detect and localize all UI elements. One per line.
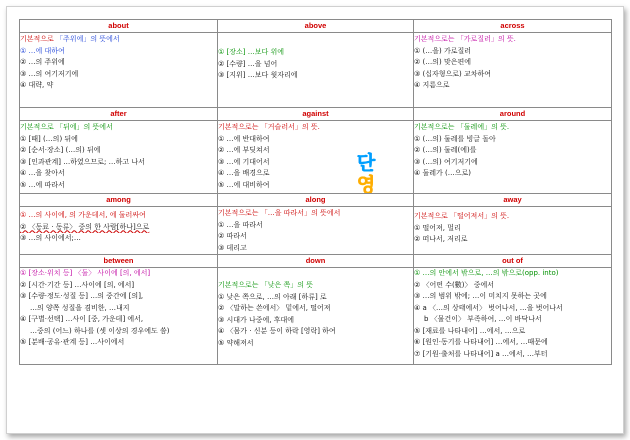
cell-against [218, 121, 414, 194]
header-between: between [20, 255, 218, 268]
down-intro: 기본적으로는 「낮은 쪽」의 뜻 [218, 281, 314, 289]
after-intro: 기본적으로 「뒤에」의 뜻에서 [20, 123, 113, 131]
across-intro: 기본적으로는 「가로질러」의 뜻. [414, 35, 516, 43]
against-line-3: ③ …에 기대어서 [218, 157, 270, 166]
against-line-5: ⑤ …에 대비하여 [218, 180, 270, 189]
across-line-3: ③ (십자형으로) 교차하여 [414, 69, 492, 78]
among-line-2 [20, 222, 217, 234]
between-line-7: ⑤ [분배·공유·관계 등] …사이에서 [20, 338, 125, 346]
among-line-2-text: ② 〈동료 · 동류〉 중의 한 사람[하나]으로 [20, 222, 150, 231]
above-line-3: ③ [지위] …보다 윗자리에 [218, 71, 298, 79]
around-intro: 기본적으로는 「둘레에」의 뜻. [414, 123, 510, 131]
between-line-3: ③ [수량·정도·성질 등] …의 중간에 [의], [20, 292, 144, 300]
about-intro [20, 34, 217, 46]
cell-around [414, 121, 612, 194]
after-line-3: ③ [인과관계] …하였으므로; …하고 나서 [20, 157, 145, 166]
across-line-4: ④ 지름으로 [414, 81, 450, 89]
outof-line-3: ③ …의 범위 밖에; …이 미치지 못하는 곳에 [414, 292, 547, 300]
cell-after [20, 121, 218, 194]
between-line-5: ④ [구별·선택] …사이 [중, 가운데] 에서, [20, 315, 144, 323]
down-line-5: ⑤ 약해져서 [218, 338, 254, 347]
between-line-2: ② [시간·기간 등] …사이에 [의, 에서] [20, 280, 135, 289]
outof-line-4: ④ a 〈…의 상태에서〉 벗어나서, …을 벗어나서 [414, 303, 563, 312]
cell-above [218, 33, 414, 108]
around-line-4: ④ 둘레가 (…으로) [414, 169, 471, 177]
header-away: away [414, 194, 612, 207]
among-line-1: ① …의 사이에, 의 가운데서, 에 둘러싸여 [20, 211, 146, 219]
outof-line-6: ⑤ [재료를 나타내어] …에서, …으로 [414, 326, 526, 335]
after-line-1: ① [때] (…의) 뒤에 [20, 134, 78, 143]
down-line-4: ④ 〈몸가 · 신분 등이 하락 [영락] 하여 [218, 327, 336, 335]
against-line-1: ① …에 반대하여 [218, 134, 270, 143]
around-line-1: ① (…의) 둘레를 빙글 돌아 [414, 134, 496, 143]
cell-down [218, 268, 414, 365]
above-line-1: ① [장소] …보다 위에 [218, 48, 284, 56]
cell-along [218, 207, 414, 255]
header-above: above [218, 20, 414, 33]
between-line-6: …중의 (어느) 하나를 (셋 이상의 경우에도 씀) [30, 326, 170, 335]
between-line-4: …의 양쪽 성질을 겸비한, …내지 [30, 303, 130, 312]
outof-line-5: b 〈물건이〉 부족하여, …이 바닥나서 [424, 315, 542, 323]
across-line-2: ② (…의) 맞은편에 [414, 58, 471, 66]
away-intro: 기본적으로 「떨어져서」의 뜻. [414, 212, 510, 220]
above-line-2: ② [수량] …을 넘어 [218, 59, 278, 68]
away-line-2: ② 떠나서, 저리로 [414, 235, 468, 243]
about-line-3: ③ …의 여기저기에 [20, 69, 79, 78]
against-line-2: ② …에 부딪쳐서 [218, 146, 270, 154]
header-about: about [20, 20, 218, 33]
outof-line-7: ⑥ [원인·동기를 나타내어] …에서, …때문에 [414, 338, 548, 346]
header-along: along [218, 194, 414, 207]
across-line-1: ① (…을) 가로질러 [414, 46, 471, 55]
around-line-2: ② (…의) 둘레(에)를 [414, 146, 477, 154]
header-across: across [414, 20, 612, 33]
outof-line-8: ⑦ [기원·출처를 나타내어] a …에서, …부터 [414, 349, 548, 358]
among-line-3: ③ …의 사이에서;… [20, 234, 81, 242]
logo-text-2: 영 [356, 174, 376, 196]
down-line-2: ② 〈말하는 쓴에서〉 밑에서, 떨어져 [218, 304, 331, 312]
header-around: around [414, 108, 612, 121]
about-intro-prefix: 기본적으로 [20, 35, 54, 43]
header-out-of: out of [414, 255, 612, 268]
header-among: among [20, 194, 218, 207]
down-line-1: ① 낮은 쪽으로, …의 아래 [하류] 로 [218, 292, 327, 301]
outof-line-1: ① …의 안에서 밖으로, …의 밖으로(opp. into) [414, 269, 559, 277]
outof-line-2: ② 〈어떤 수(數)〉 중에서 [414, 280, 494, 289]
along-line-2: ② 따라서 [218, 232, 247, 240]
about-line-1: ① …에 대하여 [20, 46, 65, 55]
about-intro-phrase: 「주위에」의 뜻에서 [56, 35, 120, 43]
after-line-4: ④ …을 찾아서 [20, 169, 65, 177]
header-against: against [218, 108, 414, 121]
cell-out-of [414, 268, 612, 365]
after-line-2: ② [순서·장소] (…의) 뒤에 [20, 146, 101, 154]
after-line-5: ⑤ …에 따라서 [20, 180, 65, 189]
logo-image [341, 147, 391, 194]
along-line-1: ① …을 따라서 [218, 220, 263, 229]
between-line-1: ① [장소·위치 등] 〈둘〉 사이에 [의, 에서] [20, 269, 151, 277]
header-after: after [20, 108, 218, 121]
cell-about [20, 33, 218, 108]
away-line-1: ① 떨어져, 멀리 [414, 223, 461, 232]
about-line-4: ④ 대략, 약 [20, 81, 54, 89]
cell-across [414, 33, 612, 108]
along-intro: 기본적으로는 「…을 따라서」의 뜻에서 [218, 209, 341, 217]
against-intro: 기본적으로는 「거슬러서」의 뜻. [218, 123, 320, 131]
cell-away [414, 207, 612, 255]
down-line-3: ③ 시대가 나중에, 후대에 [218, 315, 295, 324]
document-page [6, 6, 624, 434]
against-line-4: ④ …을 배경으로 [218, 169, 270, 177]
along-line-3: ③ 데리고 [218, 243, 247, 252]
header-down: down [218, 255, 414, 268]
cell-between [20, 268, 218, 365]
about-line-2: ② …의 주위에 [20, 58, 65, 66]
cell-among [20, 207, 218, 255]
around-line-3: ③ (…의) 여기저기에 [414, 157, 478, 166]
preposition-table [19, 19, 612, 365]
logo-text-1: 단 [356, 152, 376, 174]
